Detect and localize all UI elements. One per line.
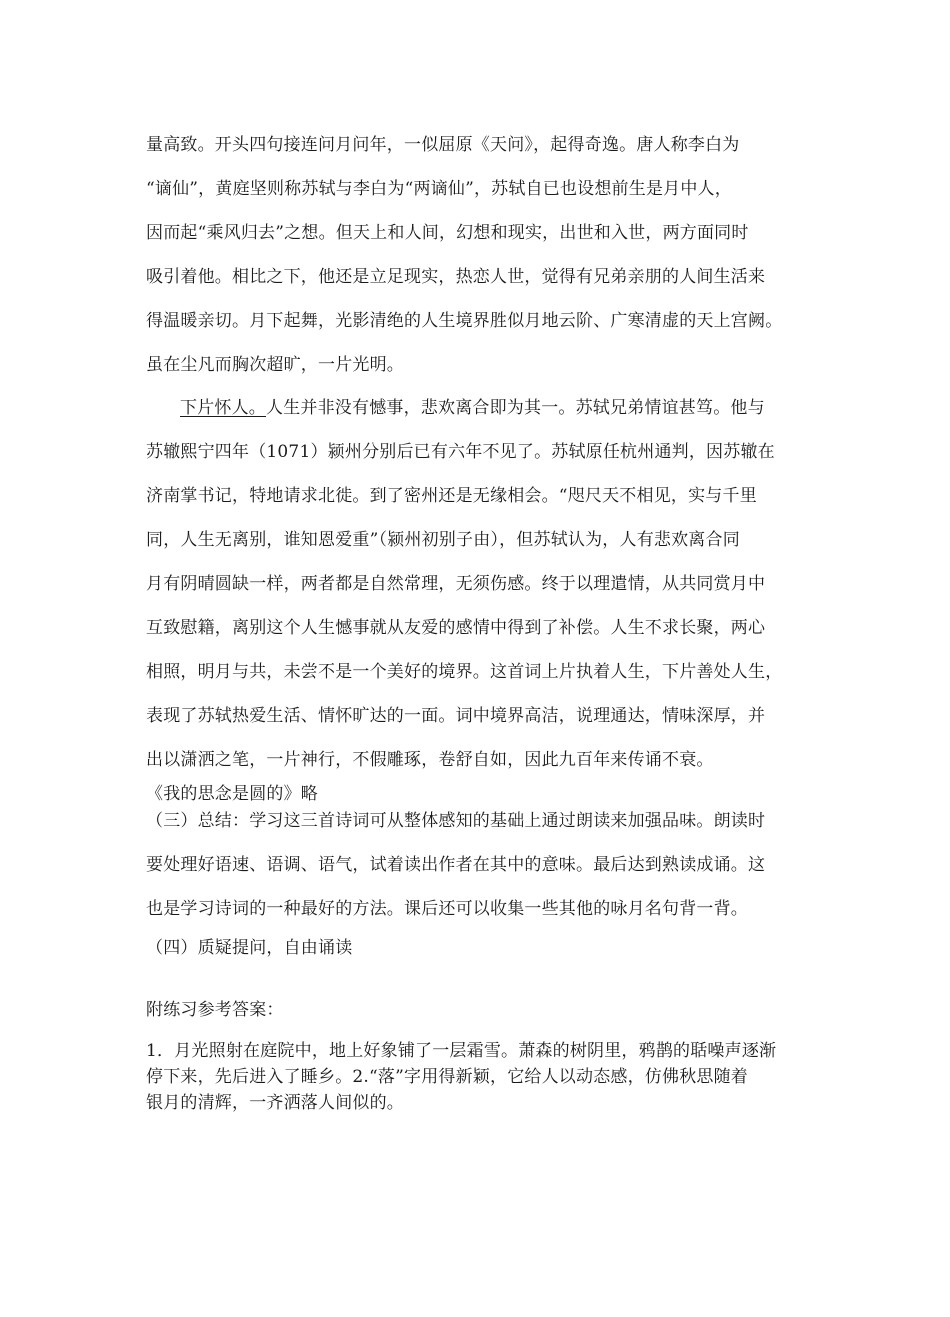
- section-title-line: 附练习参考答案：: [146, 1000, 284, 1020]
- section-title-line: 《我的思念是圆的》略: [146, 784, 318, 804]
- paragraph-line: （三）总结：学习这三首诗词可从整体感知的基础上通过朗读来加强品味。朗读时: [146, 811, 766, 831]
- paragraph-line: 济南掌书记，特地请求北徙。到了密州还是无缘相会。“咫尺天不相见，实与千里: [146, 486, 757, 506]
- paragraph-line: 表现了苏轼热爱生活、情怀旷达的一面。词中境界高洁，说理通达，情味深厚，并: [146, 706, 766, 726]
- paragraph-line: 互致慰籍，离别这个人生憾事就从友爱的感情中得到了补偿。人生不求长聚，两心: [146, 618, 766, 638]
- paragraph-line: 相照，明月与共，未尝不是一个美好的境界。这首词上片执着人生，下片善处人生，: [146, 662, 783, 682]
- paragraph-line: 因而起“乘风归去”之想。但天上和人间，幻想和现实，出世和入世，两方面同时: [146, 223, 749, 243]
- paragraph-line: 1．月光照射在庭院中，地上好象铺了一层霜雪。萧森的树阴里，鸦鹊的聒噪声逐渐: [146, 1041, 777, 1061]
- paragraph-line: 虽在尘凡而胸次超旷，一片光明。: [146, 355, 404, 375]
- paragraph-line: 银月的清辉，一齐洒落人间似的。: [146, 1093, 404, 1113]
- paragraph-line: 月有阴晴圆缺一样，两者都是自然常理，无须伤感。终于以理遣情，从共同赏月中: [146, 574, 766, 594]
- paragraph-line: 同，人生无离别，谁知恩爱重”（颍州初别子由），但苏轼认为，人有悲欢离合同: [146, 530, 740, 550]
- paragraph-line: “谪仙”，黄庭坚则称苏轼与李白为“两谪仙”，苏轼自已也设想前生是月中人，: [146, 179, 732, 199]
- paragraph-line: [180, 393, 765, 418]
- paragraph-line: 苏辙熙宁四年（1071）颍州分别后已有六年不见了。苏轼原任杭州通判，因苏辙在: [146, 442, 775, 462]
- paragraph-line: 吸引着他。相比之下，他还是立足现实，热恋人世，觉得有兄弟亲朋的人间生活来: [146, 267, 766, 287]
- paragraph-line: 停下来，先后进入了睡乡。2.“落”字用得新颖，它给人以动态感，仿佛秋思随着: [146, 1067, 748, 1087]
- section-heading-xiapian: 下片怀人。: [180, 398, 266, 418]
- paragraph-line: 量高致。开头四句接连问月问年，一似屈原《天问》，起得奇逸。唐人称李白为: [146, 135, 740, 155]
- paragraph-line: 出以潇洒之笔，一片神行，不假雕琢，卷舒自如，因此九百年来传诵不衰。: [146, 750, 714, 770]
- paragraph-text: 人生并非没有憾事，悲欢离合即为其一。苏轼兄弟情谊甚笃。他与: [266, 398, 765, 418]
- paragraph-line: 要处理好语速、语调、语气，试着读出作者在其中的意味。最后达到熟读成诵。这: [146, 855, 766, 875]
- paragraph-line: 也是学习诗词的一种最好的方法。课后还可以收集一些其他的咏月名句背一背。: [146, 899, 748, 919]
- section-title-line: （四）质疑提问，自由诵读: [146, 938, 353, 958]
- paragraph-line: 得温暖亲切。月下起舞，光影清绝的人生境界胜似月地云阶、广寒清虚的天上宫阙。: [146, 311, 783, 331]
